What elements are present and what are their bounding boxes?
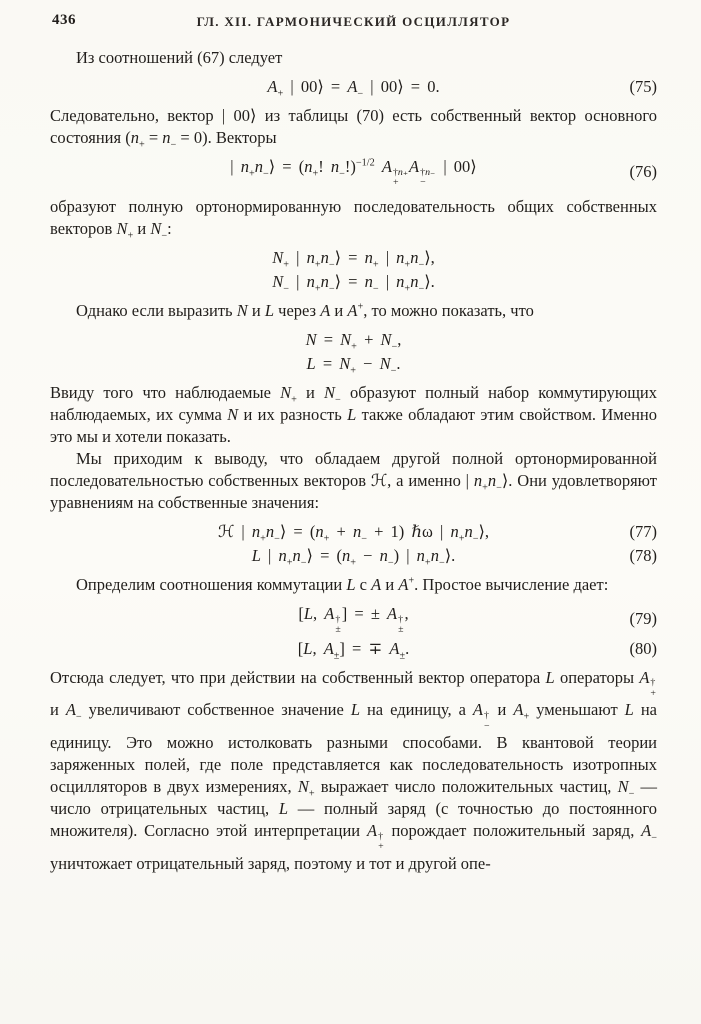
equation-N-plus: $N_+$ | $n_+n_-⟩ = n_+$ | $n_+n_-⟩$, bbox=[272, 247, 435, 271]
paragraph-conclusion: Мы приходим к выводу, что обладаем другой полной ортонормированной последовательностью собственных векторов ℋ, а именно | $n_+n_-⟩$. Они удовлетворяют уравнениям на собственные значения: bbox=[50, 448, 657, 512]
equation-number-79: (79) bbox=[629, 609, 657, 629]
equation-row bbox=[50, 544, 657, 568]
equation-row bbox=[50, 246, 657, 270]
paragraph-intro: Из соотношений (67) следует bbox=[76, 48, 283, 67]
equation-row bbox=[50, 352, 657, 376]
equation-block-N bbox=[50, 246, 657, 294]
equation-number-75: (75) bbox=[629, 77, 657, 96]
equation-79: [L, A † ± ] = ± A † ± , bbox=[298, 603, 409, 636]
paragraph-however: Однако если выразить N и L через A и A+, то можно показать, что bbox=[76, 300, 534, 320]
equation-block-76 bbox=[50, 155, 657, 190]
equation-row bbox=[50, 637, 657, 661]
equation-77: ℋ | $n_+n_-⟩ = (n_+ + n_- + 1)$ ℏω | $n_+n_-⟩$, bbox=[217, 521, 490, 545]
equation-number-77: (77) bbox=[629, 521, 657, 541]
equation-block-NL bbox=[50, 328, 657, 376]
equation-78: L | $n_+n_-⟩ = (n_+ - n_-)$ | $n_+n_-⟩$. bbox=[251, 545, 456, 569]
equation-N-sum: $N = N_+ + N_-$, bbox=[305, 329, 402, 353]
running-title: ГЛ. XII. ГАРМОНИЧЕСКИЙ ОСЦИЛЛЯТОР bbox=[196, 14, 511, 29]
equation-75: $A_+$ | 00⟩ = $A_-$ | 00⟩ = 0. bbox=[267, 77, 440, 100]
equation-N-minus: $N_-$ | $n_+n_-⟩ = n_-$ | $n_+n_-⟩$. bbox=[272, 271, 435, 295]
equation-block-77-78 bbox=[50, 520, 657, 568]
equation-row bbox=[50, 155, 657, 190]
page-header bbox=[50, 12, 657, 32]
paragraph-interpretation: Отсюда следует, что при действии на собственный вектор оператора L операторы A † + и $A_-$ увеличивают собственное значение L на единицу, а A † − и $A_+$ уменьшают L на единицу. Это можно истолковать разными способами. В квантовой теории заряженных полей, где поле представляется как последовательность изотропных осцилляторов в двух измерениях, $N_+$ выражает число положительных частиц, $N_-$ — число отрицательных частиц, L — полный заряд (с точностью до постоянного множителя). Согласно этой интерпретации A † + порождает положительный заряд, $A_-$ уничтожает отрицательный заряд, поэтому и тот и другой опе- bbox=[50, 667, 657, 873]
equation-number-78: (78) bbox=[629, 545, 657, 565]
equation-row bbox=[50, 520, 657, 544]
equation-row bbox=[50, 328, 657, 352]
paragraph-eigenvector: Следовательно, вектор | 00⟩ из таблицы (70) есть собственный вектор основного состояния $(n_+ = n_- = 0)$. Векторы bbox=[50, 106, 657, 151]
equation-80: [L, $A_\pm$] = ∓ $A_\pm$. bbox=[297, 638, 410, 661]
equation-block-75 bbox=[50, 75, 657, 99]
page-number: 436 bbox=[52, 12, 76, 28]
equation-number-80: (80) bbox=[629, 638, 657, 658]
equation-number-76: (76) bbox=[629, 162, 657, 182]
paragraph-commuting-set: Ввиду того что наблюдаемые $N_+$ и $N_-$ образуют полный набор коммутирующих наблюдаемых, их сумма N и их разность L также обладают этим свойством. Именно это мы и хотели показать. bbox=[50, 382, 657, 446]
equation-76: | $n_+n_-⟩ = (n_+$! $n_-!)^{-1/2}$ A †n₊ + A †n₋ − | 00⟩ bbox=[230, 157, 477, 189]
equation-block-79-80 bbox=[50, 602, 657, 661]
equation-row bbox=[50, 270, 657, 294]
page-body bbox=[50, 47, 657, 875]
paragraph-commutation: Определим соотношения коммутации L с A и A+. Простое вычисление дает: bbox=[76, 574, 609, 594]
paragraph-orthonormal: образуют полную ортонормированную последовательность общих собственных векторов $N_+$ и $N_-$: bbox=[50, 196, 657, 242]
equation-row bbox=[50, 75, 657, 99]
equation-row bbox=[50, 602, 657, 637]
equation-L-difference: $L = N_+ - N_-$. bbox=[306, 353, 401, 377]
